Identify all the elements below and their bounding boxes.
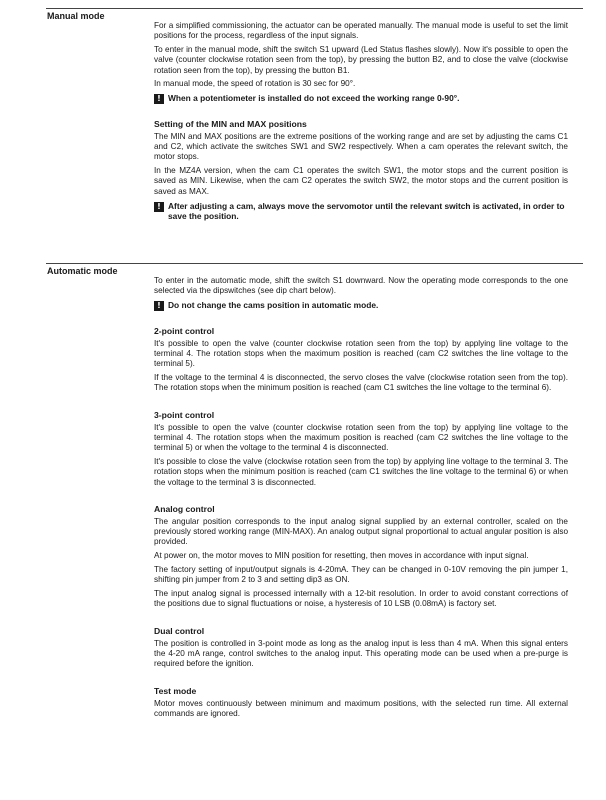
warning-text: Do not change the cams position in automatic mode. <box>168 300 379 311</box>
manual-mode-content <box>154 21 568 225</box>
exclamation-icon: ! <box>154 202 164 212</box>
heading-analog-control: Analog control <box>154 504 215 515</box>
dual-paragraph-1: The position is controlled in 3-point mode as long as the analog input is less than 4 mA. When this signal enters the 4-20 mA range, control switches to the analog input. This operating mode can be used when a pre-purge is required before the ignition. <box>154 638 568 669</box>
two-point-paragraph-1: It's possible to open the valve (counter clockwise rotation seen from the top) by applying line voltage to the terminal 4. The rotation stops when the maximum position is reached (cam C2 switches the line voltage to the terminal 5). <box>154 338 568 369</box>
section-label-automatic-mode: Automatic mode <box>47 266 118 276</box>
analog-paragraph-4: The input analog signal is processed internally with a 12-bit resolution. In order to avoid constant corrections of the positions due to signal fluctuations or noise, a hysteresis of 10 LSB (0.08mA) is factory set. <box>154 589 568 609</box>
analog-paragraph-1: The angular position corresponds to the input analog signal supplied by an external controller, scaled on the previously stored working range (MIN-MAX). An analog output signal proportional to actual angular position is also provided. <box>154 516 568 547</box>
two-point-paragraph-2: If the voltage to the terminal 4 is disconnected, the servo closes the valve (clockwise rotation seen from the top). The rotation stops when the minimum position is reached (cam C1 switches the line voltage to the terminal 6). <box>154 372 568 393</box>
manual-paragraph-3: In manual mode, the speed of rotation is 30 sec for 90°. <box>154 79 356 89</box>
heading-2-point-control: 2-point control <box>154 326 215 337</box>
heading-3-point-control: 3-point control <box>154 410 215 421</box>
manual-paragraph-2: To enter in the manual mode, shift the switch S1 upward (Led Status flashes slowly). Now it's possible to open the valve (counter clockwise rotation seen from the top), by pressing the button B2, and to close the valve (clockwise rotation seen from the top), by pressing the button B1. <box>154 45 568 75</box>
exclamation-icon: ! <box>154 94 164 104</box>
automatic-paragraph-1: To enter in the automatic mode, shift the switch S1 downward. Now the operating mode corresponds to the one selected via the dipswitches (see dip chart below). <box>154 276 568 296</box>
section-divider-automatic <box>46 263 583 264</box>
heading-min-max-positions: Setting of the MIN and MAX positions <box>154 119 307 130</box>
three-point-paragraph-1: It's possible to open the valve (counter clockwise rotation seen from the top) by applying line voltage to the terminal 4. The rotation stops when the maximum position is reached (cam C2 switches the line voltage to the terminal 5) or when the voltage to the terminal 4 is disconnected. <box>154 422 568 453</box>
warning-cams-position <box>154 300 568 311</box>
section-divider-manual <box>46 8 583 9</box>
warning-text: After adjusting a cam, always move the servomotor until the relevant switch is activated, in order to save the position. <box>168 200 565 221</box>
analog-paragraph-3: The factory setting of input/output signals is 4-20mA. They can be changed in 0-10V removing the pin jumper 1, shifting pin jumper from 2 to 3 and setting dip3 as ON. <box>154 565 568 585</box>
warning-adjust-cam <box>154 201 568 222</box>
exclamation-icon: ! <box>154 301 164 311</box>
test-paragraph-1: Motor moves continuously between minimum and maximum positions, with the selected run time. All external commands are ignored. <box>154 698 568 718</box>
minmax-paragraph-1: The MIN and MAX positions are the extreme positions of the working range and are set by adjusting the cams C1 and C2, which activate the switches SW1 and SW2 respectively. When a cam operates the relevant switch, the motor stops. <box>154 131 568 162</box>
warning-text: When a potentiometer is installed do not exceed the working range 0-90°. <box>168 93 460 104</box>
three-point-paragraph-2: It's possible to close the valve (clockwise rotation seen from the top) by applying line voltage to the terminal 3. The rotation stops when the minimum position is reached (cam C1 switches the line voltage to the terminal 6) or when the voltage to the terminal 3 is disconnected. <box>154 456 568 487</box>
minmax-paragraph-2: In the MZ4A version, when the cam C1 operates the switch SW1, the motor stops and the current position is saved as MIN. Likewise, when the cam C2 operates the switch SW2, the motor stops and the current position is saved as MAX. <box>154 166 568 196</box>
heading-test-mode: Test mode <box>154 686 197 697</box>
warning-potentiometer <box>154 93 568 104</box>
heading-dual-control: Dual control <box>154 626 205 637</box>
section-label-manual-mode: Manual mode <box>47 11 105 21</box>
automatic-mode-content <box>154 276 568 723</box>
manual-paragraph-1: For a simplified commissioning, the actuator can be operated manually. The manual mode is useful to set the limit positions for the process, regardless of the input signals. <box>154 21 568 41</box>
analog-paragraph-2: At power on, the motor moves to MIN position for resetting, then moves in accordance with input signal. <box>154 551 529 561</box>
